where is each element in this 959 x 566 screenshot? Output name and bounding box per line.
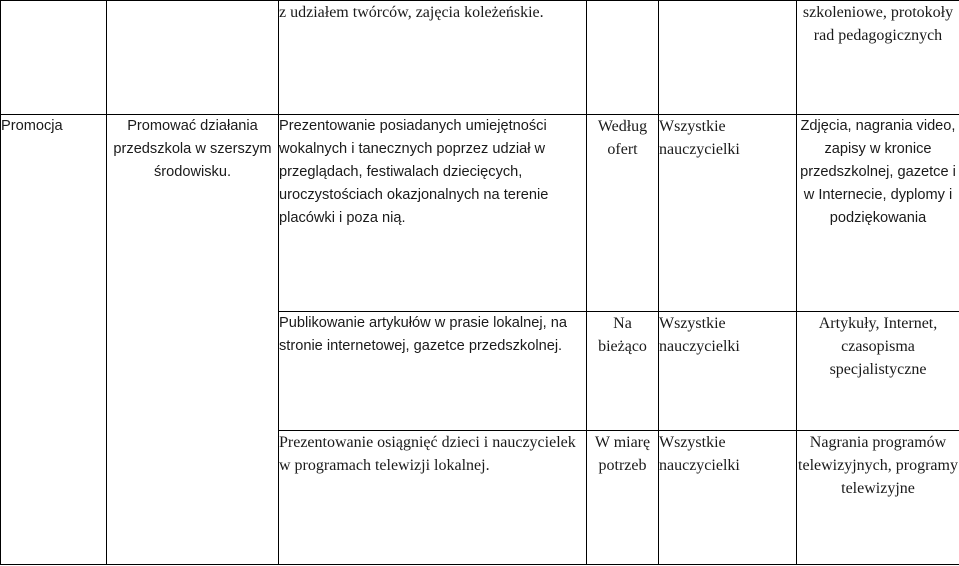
cell-empty — [659, 1, 797, 115]
evidence-text: Nagrania programów telewizyjnych, programy telewizyjne — [798, 434, 958, 497]
section-name: Promocja — [1, 118, 63, 134]
evidence-text: Zdjęcia, nagrania video, zapisy w kronice przedszkolnej, gazetce i w Internecie, dyplomy i podziękowania — [800, 118, 956, 226]
evidence-cell — [797, 431, 959, 565]
term-cell — [587, 115, 659, 312]
term-cell — [587, 312, 659, 431]
cell-empty — [107, 1, 279, 115]
task-cell — [279, 115, 587, 312]
task-cell — [279, 312, 587, 431]
goal-cell — [107, 115, 279, 565]
responsible-cell — [659, 431, 797, 565]
section-cell — [1, 115, 107, 565]
responsible-cell — [659, 312, 797, 431]
task-cell — [279, 1, 587, 115]
evidence-cell — [797, 312, 959, 431]
responsible-cell — [659, 115, 797, 312]
cell-empty — [1, 1, 107, 115]
evidence-cell — [797, 1, 959, 115]
term-text: W miarę potrzeb — [594, 434, 651, 474]
responsible-text: Wszystkie nauczycielki — [659, 315, 740, 355]
responsible-text: Wszystkie nauczycielki — [659, 118, 740, 158]
responsible-text: Wszystkie nauczycielki — [659, 434, 740, 474]
task-text: z udziałem twórców, zajęcia koleżeńskie. — [279, 4, 544, 21]
task-text: Publikowanie artykułów w prasie lokalnej, na stronie internetowej, gazetce przedszkolnej. — [279, 315, 567, 354]
term-text: Na bieżąco — [598, 315, 647, 355]
evidence-text: Artykuły, Internet, czasopisma specjalistyczne — [818, 315, 938, 378]
term-text: Według ofert — [597, 118, 648, 158]
section-goal: Promować działania przedszkola w szerszym środowisku. — [113, 118, 272, 180]
evidence-cell — [797, 115, 959, 312]
table-row — [1, 115, 959, 312]
cell-empty — [587, 1, 659, 115]
task-text: Prezentowanie posiadanych umiejętności wokalnych i tanecznych poprzez udział w przeglądach, festiwalach dziecięcych, uroczystościach okazjonalnych na terenie placówki i poza nią. — [279, 118, 549, 226]
evidence-text: szkoleniowe, protokoły rad pedagogicznych — [802, 4, 954, 44]
task-cell — [279, 431, 587, 565]
table-row-top — [1, 1, 959, 115]
term-cell — [587, 431, 659, 565]
task-text: Prezentowanie osiągnięć dzieci i nauczycielek w programach telewizji lokalnej. — [279, 434, 576, 474]
